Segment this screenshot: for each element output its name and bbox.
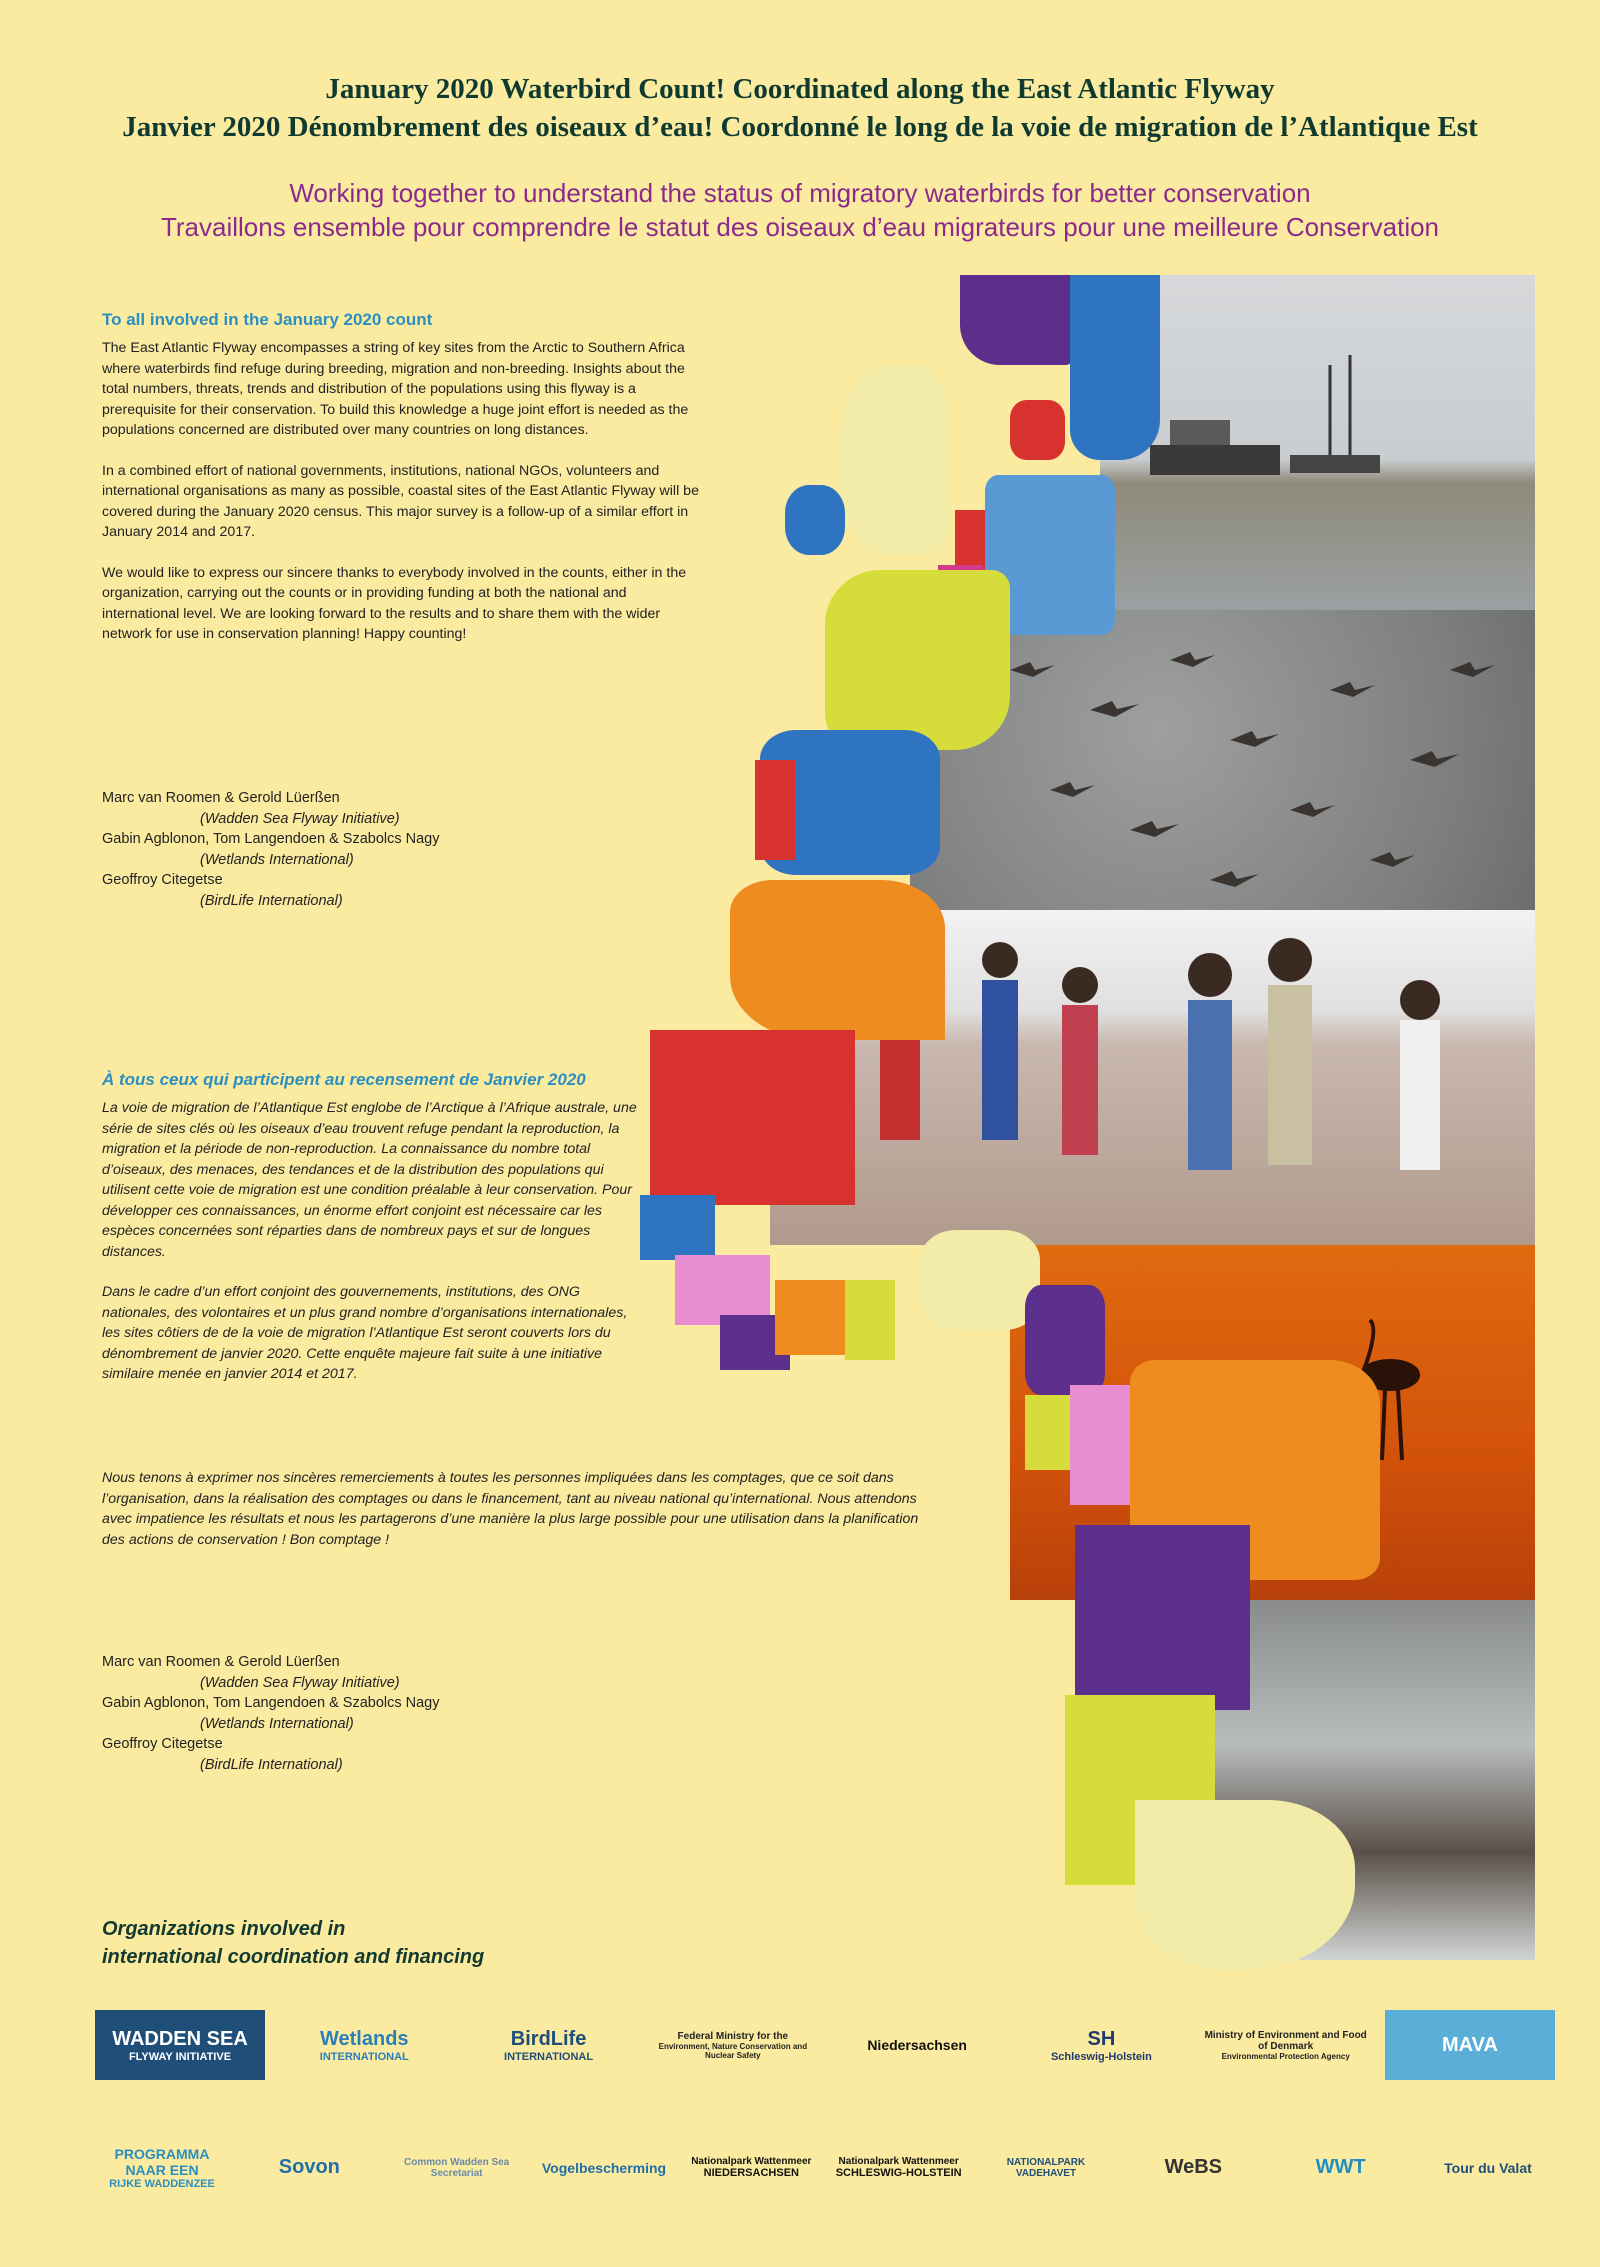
logo-text: Niedersachsen bbox=[867, 2037, 967, 2053]
logo-text: Vogelbescherming bbox=[541, 2159, 667, 2176]
german-federal-ministry-logo bbox=[648, 2010, 818, 2080]
ship-icon bbox=[1100, 275, 1535, 610]
logo-row-1 bbox=[95, 2005, 1555, 2085]
logo-subtext: INTERNATIONAL bbox=[504, 2050, 594, 2063]
nationalpark-vadehavet-logo bbox=[979, 2125, 1113, 2210]
french-paragraph: La voie de migration de l’Atlantique Est englobe de l’Arctique à l’Afrique australe, une série de sites clés où les oiseaux d’eau trouvent refuge pendant la reproduction, la migration et la période de non-reproduction. La connaissance du nombre total d’oiseaux, des menaces, des tendances et de la distribution des populations qui utilisent cette voie de migration est une condition préalable à leur conservation. Pour développer ces connaissances, un énorme effort conjoint est nécessaire car les espèces concernées sont réparties dans de nombreux pays et sur de longues distances. bbox=[102, 1100, 637, 1260]
logo-subtext: INTERNATIONAL bbox=[319, 2050, 409, 2063]
logo-text: WADDEN SEA bbox=[112, 2027, 248, 2050]
map-cameroon bbox=[1025, 1285, 1105, 1395]
french-paragraph: Nous tenons à exprimer nos sincères remerciements à toutes les personnes impliquées dans les comptages, que ce soit dans l’organisation, dans la réalisation des comptages ou dans le financement, tant au niveau national qu’international. Nous attendons avec impatience les résultats et nous les partagerons d’une manière la plus large possible pour une utilisation dans la planification des actions de conservation ! Bon comptage ! bbox=[102, 1470, 919, 1548]
english-authors bbox=[102, 788, 702, 911]
webs-logo bbox=[1126, 2125, 1260, 2210]
logo-subtext: NIEDERSACHSEN bbox=[703, 2167, 799, 2179]
logo-text: PROGRAMMA NAAR EEN bbox=[114, 2145, 210, 2178]
logo-subtext: RIJKE WADDENZEE bbox=[109, 2177, 215, 2190]
subtitle-english: Working together to understand the status of migratory waterbirds for better conservation bbox=[289, 178, 1311, 208]
map-sweden bbox=[1070, 275, 1160, 460]
map-mauritania bbox=[650, 1030, 855, 1205]
birdlife-international-logo bbox=[464, 2010, 634, 2080]
organizations-heading-line: international coordination and financing bbox=[102, 1946, 485, 1968]
english-paragraph: We would like to express our sincere thanks to everybody involved in the counts, either in the organization, carrying out the counts or in providing funding at both the national and international level. We are looking forward to the results and to share them with the wider network for use in conservation planning! Happy counting! bbox=[102, 564, 687, 642]
nationalpark-wattenmeer-niedersachsen-logo bbox=[684, 2125, 818, 2210]
map-nigeria bbox=[920, 1230, 1040, 1330]
ship-photo bbox=[1100, 275, 1535, 610]
nationalpark-wattenmeer-sh-logo bbox=[832, 2125, 966, 2210]
vogelbescherming-logo bbox=[537, 2125, 671, 2210]
author-names: Gabin Agblonon, Tom Langendoen & Szabolcs Nagy bbox=[102, 1695, 440, 1711]
author-names: Marc van Roomen & Gerold Lüerßen bbox=[102, 790, 340, 806]
french-section bbox=[102, 1070, 642, 1405]
logo-subtext: Environmental Protection Agency bbox=[1221, 2051, 1350, 2061]
common-wadden-sea-secretariat-logo bbox=[390, 2125, 524, 2210]
schleswig-holstein-logo bbox=[1016, 2010, 1186, 2080]
french-section-wide bbox=[102, 1468, 922, 1570]
french-heading: À tous ceux qui participent au recensement de Janvier 2020 bbox=[102, 1070, 586, 1089]
map-norway bbox=[960, 275, 1075, 365]
map-morocco bbox=[730, 880, 945, 1040]
english-paragraph: In a combined effort of national governments, institutions, national NGOs, volunteers and international organisations as many as possible, coastal sites of the East Atlantic Flyway will be covered during the January 2020 census. This major survey is a follow-up of a similar effort in January 2014 and 2017. bbox=[102, 462, 699, 540]
logo-text: Sovon bbox=[278, 2156, 340, 2178]
map-south-africa bbox=[1135, 1800, 1355, 1970]
logo-subtext: Schleswig-Holstein bbox=[1050, 2050, 1152, 2063]
map-cote-ivoire bbox=[775, 1280, 850, 1355]
title-english: January 2020 Waterbird Count! Coordinated along the East Atlantic Flyway bbox=[325, 73, 1275, 105]
map-angola bbox=[1075, 1525, 1250, 1710]
mava-logo bbox=[1385, 2010, 1555, 2080]
french-paragraph: Dans le cadre d’un effort conjoint des gouvernements, institutions, des ONG nationales, des volontaires et un plus grand nombre d’organisations internationales, les sites côtiers de de la voie de migration l’Atlantique Est seront couverts lors du dénombrement de janvier 2020. Cette enquête majeure fait suite à une initiative similaire menée en janvier 2014 et 2017. bbox=[102, 1284, 628, 1382]
tour-du-valat-logo bbox=[1421, 2125, 1555, 2210]
map-france bbox=[825, 570, 1010, 750]
subtitle-french: Travaillons ensemble pour comprendre le statut des oiseaux d’eau migrateurs pour une meilleure Conservation bbox=[160, 212, 1440, 242]
logo-text: Nationalpark Wattenmeer bbox=[691, 2156, 812, 2167]
author-names: Geoffroy Citegetse bbox=[102, 872, 223, 888]
map-uk bbox=[840, 365, 950, 555]
logo-subtext: FLYWAY INITIATIVE bbox=[128, 2050, 232, 2063]
poster-subtitle bbox=[0, 176, 1600, 244]
logo-text: SH bbox=[1087, 2027, 1116, 2050]
map-denmark bbox=[1010, 400, 1065, 460]
logo-subtext: SCHLESWIG-HOLSTEIN bbox=[835, 2167, 962, 2179]
author-affiliation: (Wadden Sea Flyway Initiative) bbox=[200, 1674, 400, 1691]
logo-text: WWT bbox=[1315, 2156, 1366, 2178]
flyway-map bbox=[640, 270, 1540, 1990]
map-ghana bbox=[845, 1280, 895, 1360]
english-heading: To all involved in the January 2020 count bbox=[102, 310, 433, 329]
map-ireland bbox=[785, 485, 845, 555]
logo-text: Tour du Valat bbox=[1444, 2159, 1532, 2176]
logo-text: Common Wadden Sea Secretariat bbox=[404, 2156, 510, 2179]
niedersachsen-logo bbox=[832, 2010, 1002, 2080]
title-french: Janvier 2020 Dénombrement des oiseaux d’eau! Coordonné le long de la voie de migration de l’Atlantique Est bbox=[122, 111, 1478, 143]
poster-title bbox=[0, 70, 1600, 146]
author-affiliation: (Wetlands International) bbox=[200, 851, 354, 868]
logo-text: WeBS bbox=[1164, 2156, 1222, 2178]
author-affiliation: (Wetlands International) bbox=[200, 1715, 354, 1732]
english-paragraph: The East Atlantic Flyway encompasses a string of key sites from the Arctic to Southern Africa where waterbirds find refuge during breeding, migration and non-breeding. Insights about the total numbers, threats, trends and distribution of the populations using this flyway is a prerequisite for their conservation. To build this knowledge a huge joint effort is needed as the populations concerned are distributed over many countries on long distances. bbox=[102, 340, 689, 438]
author-names: Gabin Agblonon, Tom Langendoen & Szabolcs Nagy bbox=[102, 831, 440, 847]
author-affiliation: (BirdLife International) bbox=[200, 1756, 343, 1773]
wwt-logo bbox=[1274, 2125, 1408, 2210]
logo-text: Ministry of Environment and Food of Denmark bbox=[1204, 2029, 1367, 2052]
french-authors bbox=[102, 1652, 702, 1775]
logo-text: BirdLife bbox=[510, 2027, 587, 2050]
logo-text: Wetlands bbox=[320, 2027, 409, 2050]
wetlands-international-logo bbox=[279, 2010, 449, 2080]
author-affiliation: (Wadden Sea Flyway Initiative) bbox=[200, 810, 400, 827]
organizations-heading bbox=[102, 1915, 484, 1971]
logo-text: NATIONALPARK VADEHAVET bbox=[1006, 2156, 1086, 2179]
rijke-waddenzee-logo bbox=[95, 2125, 229, 2210]
logo-text: MAVA bbox=[1442, 2033, 1498, 2056]
organizations-heading-line: Organizations involved in bbox=[102, 1918, 346, 1940]
wadden-sea-flyway-initiative-logo bbox=[95, 2010, 265, 2080]
author-names: Marc van Roomen & Gerold Lüerßen bbox=[102, 1654, 340, 1670]
logo-text: Federal Ministry for the bbox=[677, 2030, 789, 2042]
logo-subtext: Environment, Nature Conservation and Nuclear Safety bbox=[658, 2041, 808, 2060]
english-section bbox=[102, 310, 702, 665]
logo-text: Nationalpark Wattenmeer bbox=[838, 2156, 959, 2167]
author-names: Geoffroy Citegetse bbox=[102, 1736, 223, 1752]
author-affiliation: (BirdLife International) bbox=[200, 892, 343, 909]
map-portugal bbox=[755, 760, 795, 860]
sovon-logo bbox=[242, 2125, 376, 2210]
map-senegal bbox=[640, 1195, 715, 1260]
danish-ministry-logo bbox=[1201, 2010, 1371, 2080]
logo-row-2 bbox=[95, 2120, 1555, 2215]
